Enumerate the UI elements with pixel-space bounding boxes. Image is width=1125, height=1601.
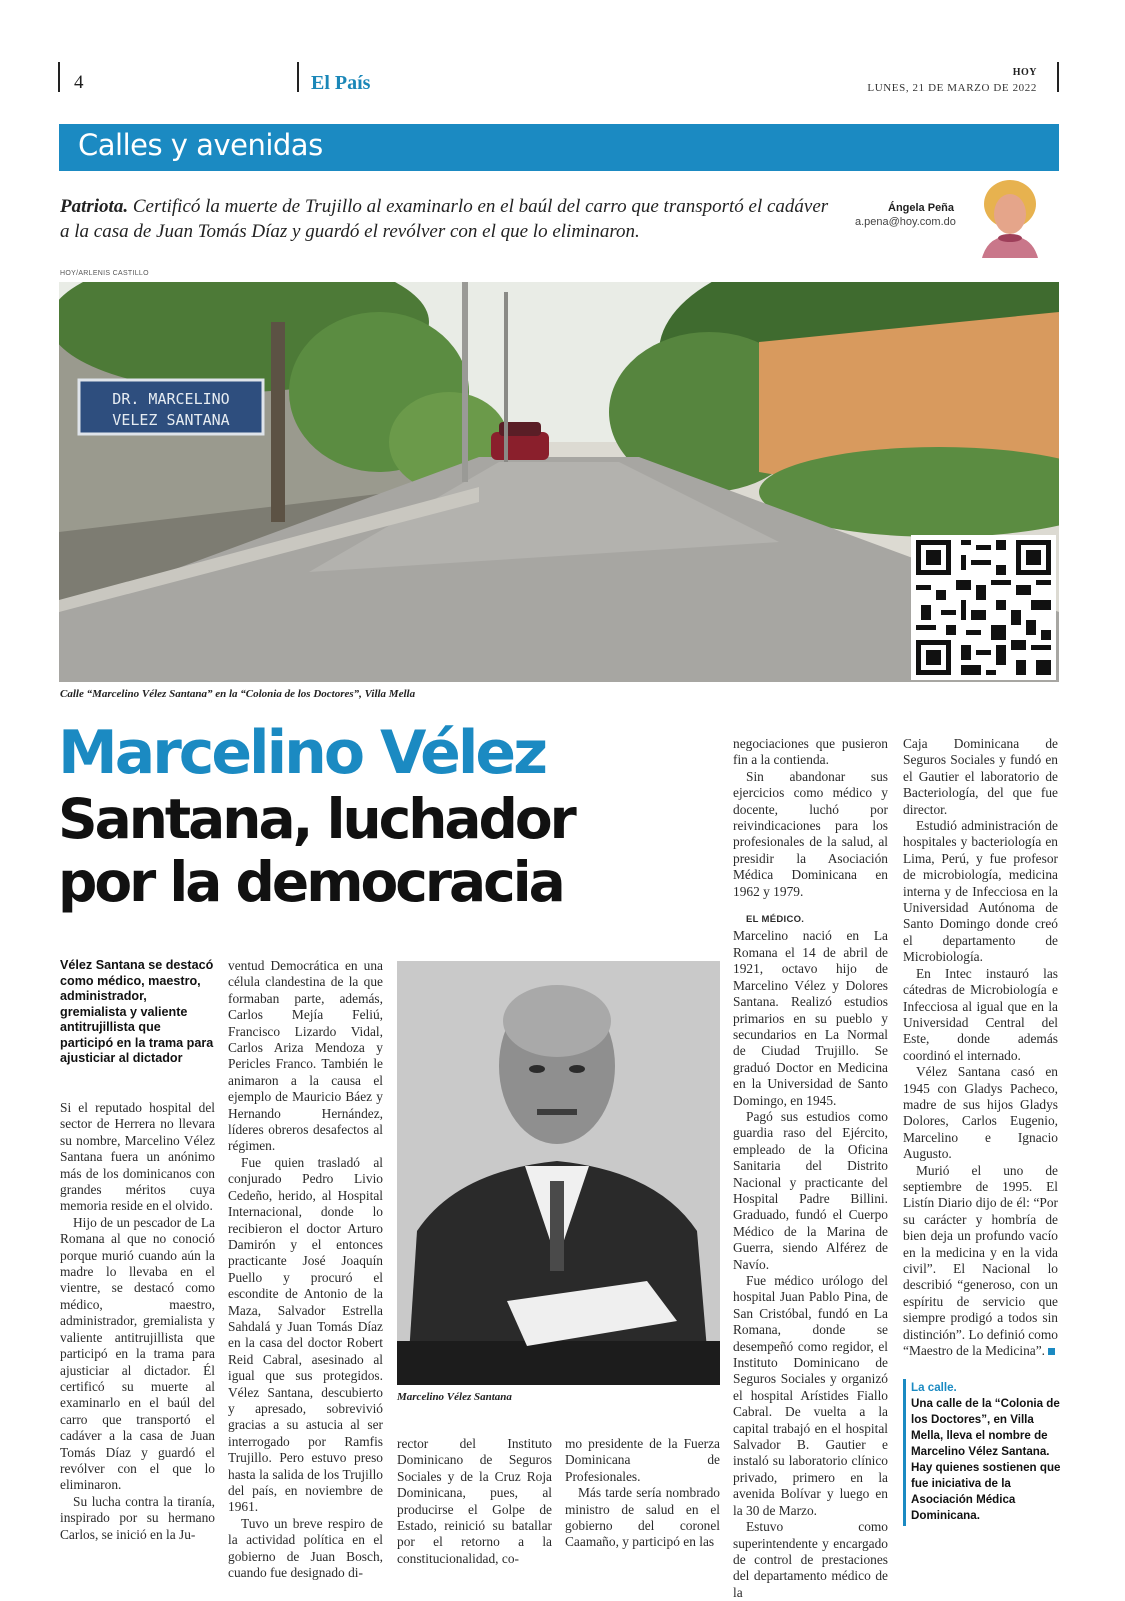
paragraph: Fue médico urólogo del hospital Juan Pablo Pina, de San Cristóbal, fundó en La Romana, donde se desempeñó como regidor, el Instituto Dominicano de Seguros Sociales y organizó el hospital Arístides Fiallo Cabral. De vuelta a la capital trabajó en el hospital Salvador B. Gautier e instaló su laboratorio clínico privado, primero en la avenida Bolívar y luego en la 30 de Marzo. — [733, 1273, 888, 1518]
headline-line-2: Santana, luchador — [58, 787, 574, 851]
headline-line-1: Marcelino Vélez — [58, 718, 546, 788]
header-rule-right — [1057, 62, 1059, 92]
sidebar-text: Una calle de la “Colonia de los Doctores”, en Villa Mella, lleva el nombre de Marcelino Vélez Santana. Hay quienes sostienen que fue iniciativa de la Asociación Médica Dominicana. — [911, 1397, 1061, 1522]
paragraph: Estuvo como superintendente y encargado de control de prestaciones del departamento médico de la — [733, 1519, 888, 1600]
column-5 — [733, 736, 888, 1601]
sidebar-heading: La calle. — [911, 1381, 957, 1394]
paragraph: negociaciones que pusieron fin a la contienda. — [733, 736, 888, 768]
paragraph: Su lucha contra la tiranía, inspirado por su hermano Carlos, se inició en la Ju- — [60, 1493, 215, 1542]
author-email[interactable]: a.pena@hoy.com.do — [855, 216, 956, 228]
portrait-caption: Marcelino Vélez Santana — [397, 1391, 512, 1403]
paragraph — [903, 1163, 1058, 1360]
sidebar-accent — [903, 1379, 906, 1526]
brand-name: HOY — [1012, 67, 1037, 78]
paragraph: Pagó sus estudios como guardia raso del Ejército, empleado de la Oficina Sanitaria del Distrito Nacional y practicante del Hospital Padre Billini. Graduado, fundó el Cuerpo Médico de la Marina de Guerra, siendo Alférez de Navío. — [733, 1108, 888, 1272]
paragraph: Si el reputado hospital del sector de Herrera no llevara su nombre, Marcelino Vélez Santana fuera un anónimo más de los dominicanos con grandes méritos cuya memoria reside en el olvido. — [60, 1100, 215, 1214]
qr-code-icon[interactable] — [911, 535, 1056, 680]
column-2 — [228, 958, 383, 1581]
paragraph: En Intec instauró las cátedras de Microbiología e Infecciosa al igual que en la Universidad Central del Este, donde además coordinó el internado. — [903, 965, 1058, 1063]
portrait-photo — [397, 961, 720, 1385]
column-3 — [397, 1436, 552, 1567]
paragraph: Caja Dominicana de Seguros Sociales y fundó en el Gautier el laboratorio de Bacteriología, del que fue director. — [903, 736, 1058, 817]
banner-title: Calles y avenidas — [78, 128, 323, 162]
paragraph: Tuvo un breve respiro de la actividad política en el gobierno de Juan Bosch, cuando fue designado di- — [228, 1515, 383, 1581]
article-deck: Vélez Santana se destacó como médico, maestro, administrador, gremialista y valiente antitrujillista que participó en la trama para ajusticiar al dictador — [60, 958, 214, 1065]
headline-line-3: por la democracia — [58, 850, 563, 914]
header-rule-mid — [297, 62, 299, 92]
page-number: 4 — [74, 72, 84, 93]
author-photo — [968, 174, 1052, 258]
kicker — [60, 194, 830, 244]
sign-line-2: VELEZ SANTANA — [112, 411, 230, 429]
kicker-label: Patriota. — [60, 196, 129, 217]
paragraph: Sin abandonar sus ejercicios como médico y docente, luchó por reivindicaciones para los profesionales de la salud, al presidir la Asociación Médica Dominicana en 1962 y 1979. — [733, 768, 888, 899]
closing-paragraph-text: Murió el uno de septiembre de 1995. El Listín Diario dijo de él: “Por su carácter y hombría de bien deja un profundo vacío en la medicina y en la vida civil”. El Nacional lo describió “generoso, con un espíritu de servicio que siempre prodigó a todos sin distinción”. Lo definió como “Maestro de la Medicina”. — [903, 1162, 1058, 1359]
paragraph: rector del Instituto Dominicano de Seguros Sociales y de la Cruz Roja Dominicana, pues, al producirse el Golpe de Estado, reinició su batallar por el retorno a la constitucionalidad, co- — [397, 1436, 552, 1566]
paragraph: Estudió administración de hospitales y bacteriología en Lima, Perú, y fue profesor de microbiología, medicina interna y de Infecciosa en la Universidad Autónoma de Santo Domingo donde creó el departamento de Microbiología. — [903, 818, 1058, 965]
subhead: EL MÉDICO. — [746, 914, 805, 926]
section-name: El País — [311, 72, 371, 94]
paragraph: Hijo de un pescador de La Romana al que no conoció porque murió cuando aún la madre lo llevaba en el vientre, se destacó como médico, maestro, administrador, gremialista y valiente antitrujillista que participó en la trama para ajusticiar al dictador. Él certificó su muerte al examinarlo en el baúl del carro que transportó el cadáver a la casa de Juan Tomás Díaz y guardó el revólver con el que lo eliminaron. — [60, 1214, 215, 1493]
header-rule-left — [58, 62, 60, 92]
column-1 — [60, 1100, 215, 1543]
paragraph: mo presidente de la Fuerza Dominicana de Profesionales. — [565, 1436, 720, 1484]
photo-caption: Calle “Marcelino Vélez Santana” en la “Colonia de los Doctores”, Villa Mella — [60, 688, 416, 700]
photo-credit: HOY/ARLENIS CASTILLO — [60, 270, 149, 277]
paragraph: ventud Democrática en una célula clandestina de la que formaban parte, además, Carlos Mejía Feliú, Francisco Lizardo Vidal, Carlos Ariza Mendoza y Pericles Franco. También le animaron a la causa el ejemplo de Mauricio Báez y Hernando Hernández, líderes obreros desafectos al régimen. — [228, 958, 383, 1154]
kicker-text: Certificó la muerte de Trujillo al examinarlo en el baúl del carro que transportó el cadáver a la casa de Juan Tomás Díaz y guardó el revólver con el que lo eliminaron. — [60, 196, 829, 242]
street-photo — [59, 282, 1059, 682]
paragraph: Fue quien trasladó al conjurado Pedro Livio Cedeño, herido, al Hospital Internacional, donde lo recibieron el doctor Arturo Damirón y el entonces practicante José Joaquín Puello y procuró el escondite de Antonio de la Maza, Salvador Estrella Sahdalá y Juan Tomás Díaz en la casa del doctor Robert Reid Cabral, asesinado al igual que sus protegidos. Vélez Santana, descubierto y apresado, sobrevivió gracias a su astucia al ser interrogado por Ramfis Trujillo. Pero estuvo preso hasta la salida de los Trujillo del país, en noviembre de 1961. — [228, 1154, 383, 1515]
paragraph: Más tarde sería nombrado ministro de salud en el gobierno del coronel Caamaño, y participó en las — [565, 1485, 720, 1550]
author-name: Ángela Peña — [888, 202, 955, 214]
column-4 — [565, 1436, 720, 1551]
sidebar-box — [911, 1380, 1061, 1524]
issue-date: LUNES, 21 DE MARZO DE 2022 — [867, 82, 1037, 94]
column-6 — [903, 736, 1058, 1359]
sign-line-1: DR. MARCELINO — [112, 390, 230, 408]
end-mark-icon — [1048, 1348, 1055, 1355]
paragraph: Vélez Santana casó en 1945 con Gladys Pacheco, madre de sus hijos Gladys Dolores, Carlos Eugenio, Marcelino e Ignacio Augusto. — [903, 1064, 1058, 1162]
paragraph: Marcelino nació en La Romana el 14 de abril de 1921, octavo hijo de Marcelino Vélez y Dolores Santana. Realizó estudios primarios en su pueblo y secundarios en La Normal de Ciudad Trujillo. Se graduó Doctor en Medicina en la Universidad de Santo Domingo, en 1945. — [733, 928, 888, 1108]
